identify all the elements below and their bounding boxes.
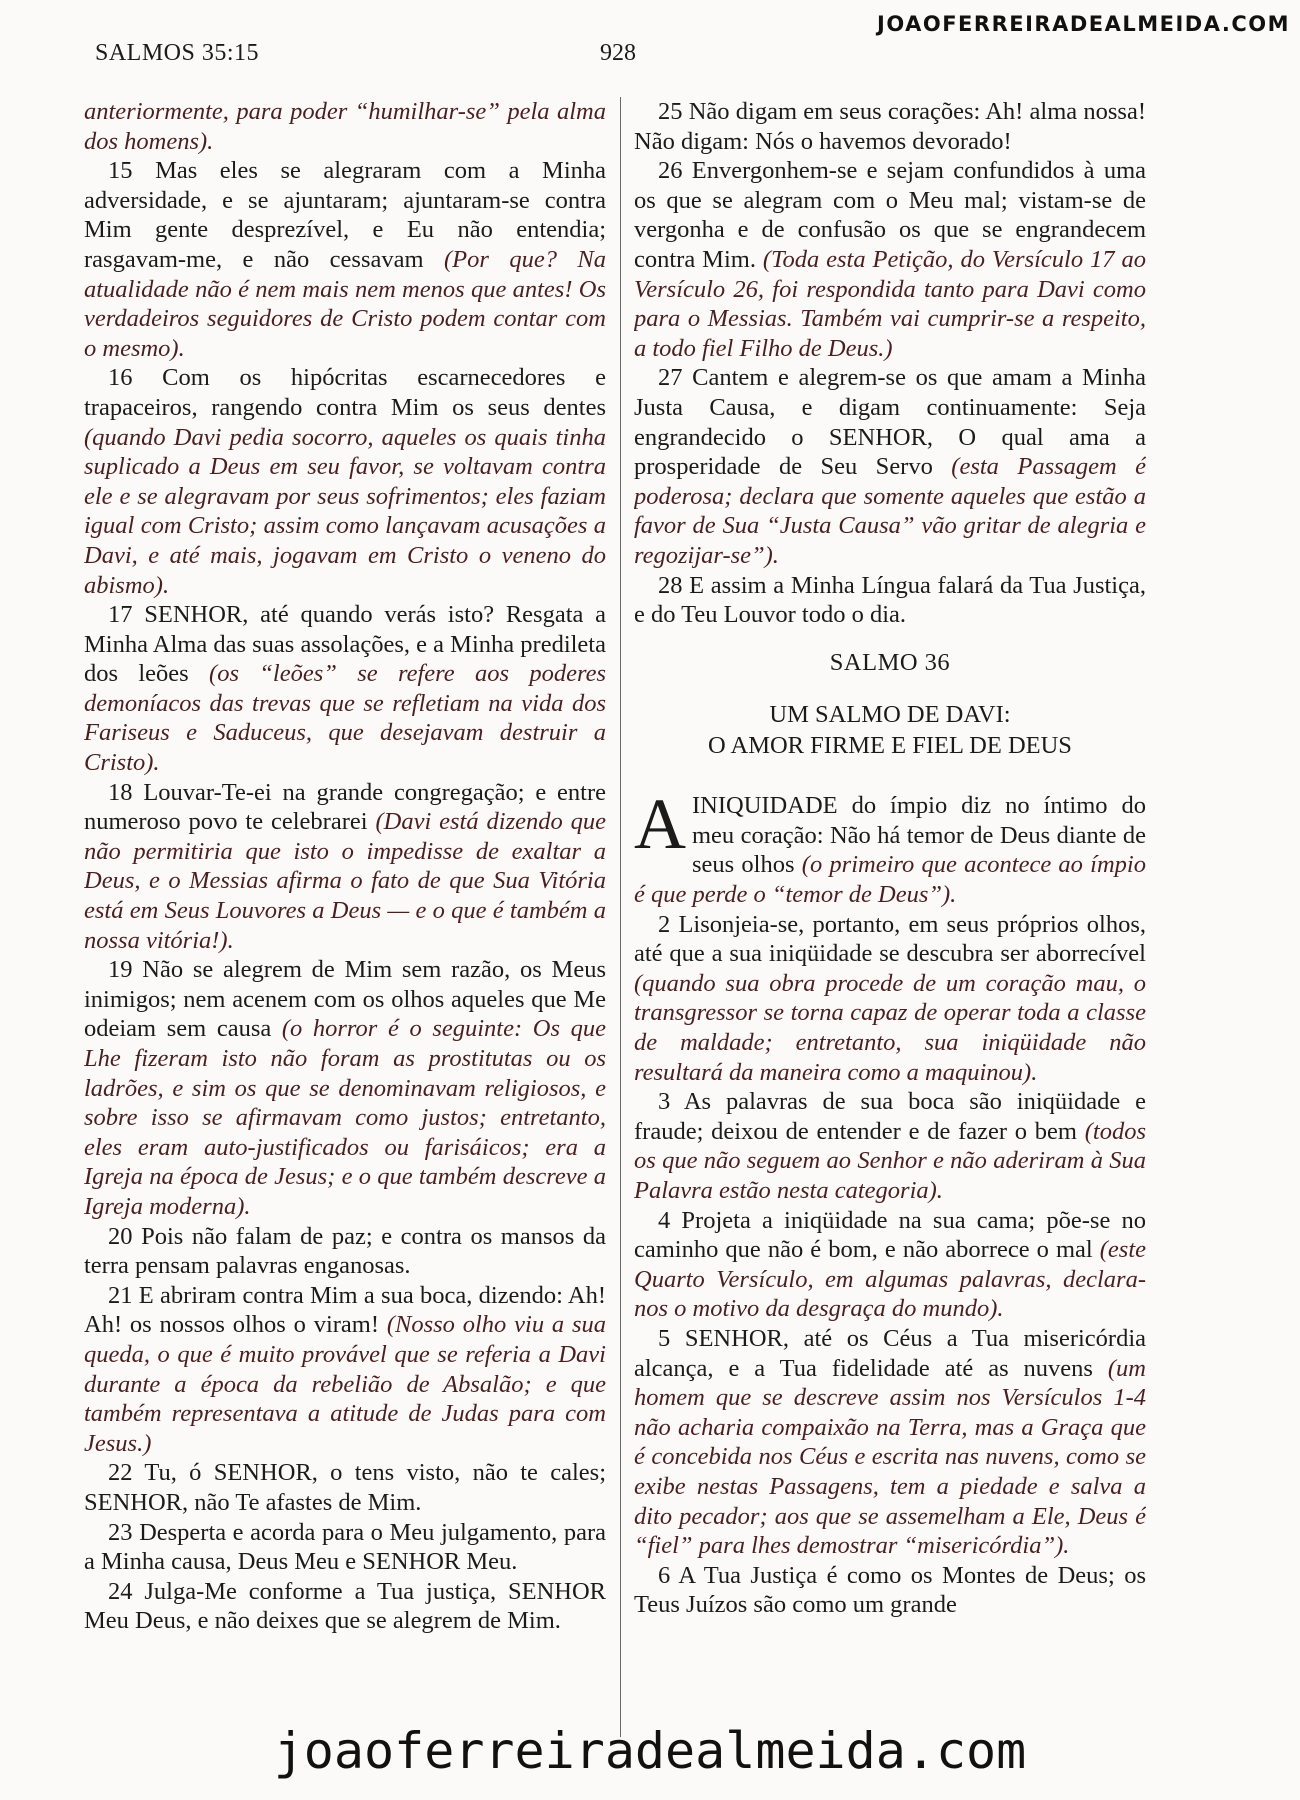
verse-number: 5 — [658, 1324, 671, 1352]
psalm-title: SALMO 36 — [829, 648, 951, 676]
verse-text: As palavras de sua boca são iniqüidade e fraude; deixou de entender e de fazer o bem — [634, 1088, 1146, 1145]
left-column — [84, 97, 606, 1737]
verse-3 — [634, 1087, 1146, 1205]
verse-note: (os “leões” se refere aos poderes demoníacos das trevas que se refletiam na vida dos Fariseus e Saduceus, que desejavam destruir a Cristo). — [84, 660, 606, 777]
verse-26 — [634, 156, 1146, 363]
verse-number: 3 — [658, 1088, 671, 1116]
verse-text: Cantem e alegrem-se os que amam a Minha Justa Causa, e digam continuamente: Seja engrandecido o SENHOR, O qual ama a prosperidade de Seu Servo — [634, 364, 1146, 481]
verse-28 — [634, 571, 1146, 630]
page-number: 928 — [600, 40, 636, 66]
verse-25 — [634, 97, 1146, 156]
right-verse-list-bottom — [634, 910, 1146, 1620]
verse-note: (o horror é o seguinte: Os que Lhe fizeram isto não foram as prostitutas ou os ladrões, e sim os que se denominavam religiosos, e sobre isso se afirmavam como justos; entretanto, eles eram auto-justificados ou farisáicos; era a Igreja na época de Jesus; e o que também descreve a Igreja moderna). — [84, 1015, 606, 1220]
verse-number: 2 — [658, 910, 671, 938]
drop-cap: A — [634, 784, 686, 865]
verse-number: 25 — [658, 98, 683, 125]
verse-4 — [634, 1206, 1146, 1324]
verse-number: 18 — [108, 778, 133, 806]
verse-text: Não se alegrem de Mim sem razão, os Meus inimigos; nem acenem com os olhos aqueles que Me odeiam sem causa — [84, 956, 606, 1043]
verse-text: A Tua Justiça é como os Montes de Deus; os Teus Juízos são como um grande — [634, 1561, 1146, 1619]
verse-number: 20 — [108, 1222, 133, 1250]
verse-text: E assim a Minha Língua falará da Tua Justiça, e do Teu Louvor todo o dia. — [634, 571, 1146, 629]
verse-1-note: (o primeiro que acontece ao ímpio é que perde o “temor de Deus”). — [634, 851, 1146, 909]
verse-number: 15 — [108, 157, 133, 185]
verse-number: 22 — [108, 1459, 133, 1487]
verse-text: Envergonhem-se e sejam confundidos à uma os que se alegram com o Meu mal; vistam-se de vergonha e de confusão os que se engrandecem contra Mim. — [634, 157, 1146, 273]
verse-number: 23 — [108, 1518, 133, 1546]
verse-note: (um homem que se descreve assim nos Versículos 1-4 não acharia compaixão na Terra, mas a Graça que é concebida nos Céus e escrita nas nuvens, como se exibe nestas Passagens, tem a piedade e salva a dito pecador; aos que se assemelham a Ele, Deus é “fiel” para lhes demostrar “misericórdia”). — [634, 1354, 1146, 1560]
verse-number: 6 — [658, 1561, 671, 1589]
verse-text: Desperta e acorda para o Meu julgamento, para a Minha causa, Deus Meu e SENHOR Meu. — [84, 1518, 606, 1576]
verse-15 — [84, 156, 606, 363]
verse-23 — [84, 1518, 606, 1577]
verse-20 — [84, 1222, 606, 1281]
verse-note: (quando sua obra procede de um coração mau, o transgressor se torna capaz de operar toda a classe de maldade; entretanto, sua iniqüidade não resultará da maneira como a maquinou). — [634, 969, 1146, 1086]
verse-note: (esta Passagem é poderosa; declara que somente aqueles que estão a favor de Sua “Justa Causa” vão gritar de alegria e regozijar-se”). — [634, 453, 1146, 569]
verse-16 — [84, 363, 606, 600]
verse-27 — [634, 363, 1146, 570]
running-head: SALMOS 35:15 — [95, 40, 260, 66]
verse-number: 28 — [658, 571, 683, 599]
verse-number: 19 — [108, 956, 133, 984]
verse-text: SENHOR, até os Céus a Tua misericórdia alcança, e a Tua fidelidade até as nuvens — [634, 1324, 1146, 1382]
verse-text: Lisonjeia-se, portanto, em seus próprios olhos, até que a sua iniqüidade se descubra ser aborrecível — [634, 910, 1146, 968]
verse-18 — [84, 778, 606, 956]
verse-text: Não digam em seus corações: Ah! alma nossa! Não digam: Nós o havemos devorado! — [634, 98, 1146, 155]
verse-17 — [84, 600, 606, 778]
verse-number: 27 — [658, 364, 683, 392]
verse-text: Com os hipócritas escarnecedores e trapaceiros, rangendo contra Mim os seus dentes — [84, 364, 606, 421]
verse-note: (Davi está dizendo que não permitiria que isto o impedisse de exaltar a Deus, e o Messias afirma o fato de que Sua Vitória está em Seus Louvores a Deus — e o que é também a nossa vitória!). — [84, 808, 606, 954]
verse-text: Mas eles se alegraram com a Minha adversidade, e se ajuntaram; ajuntaram-se contra Mim gente desprezível, e Eu não entendia; rasgavam-me, e não cessavam — [84, 157, 606, 273]
left-verse-list — [84, 156, 606, 1636]
verse-1 — [634, 784, 1146, 909]
psalm-heading — [634, 699, 1146, 761]
page-header — [95, 40, 1155, 74]
verse-number: 16 — [108, 364, 133, 392]
verse-number: 4 — [658, 1206, 671, 1234]
verse-text: Tu, ó SENHOR, o tens visto, não te cales; SENHOR, não Te afastes de Mim. — [84, 1459, 606, 1516]
psalm-heading-line-1: UM SALMO DE DAVI: — [769, 701, 1011, 729]
verse-5 — [634, 1324, 1146, 1561]
right-verse-list-top — [634, 97, 1146, 630]
verse-note: (todos os que não seguem ao Senhor e não aderiram à Sua Palavra estão nesta categoria). — [634, 1117, 1146, 1204]
verse-6 — [634, 1561, 1146, 1620]
verse-text: E abriram contra Mim a sua boca, dizendo: Ah! Ah! os nossos olhos o viram! — [84, 1281, 606, 1339]
right-column — [634, 97, 1146, 1737]
verse-text: SENHOR, até quando verás isto? Resgata a Minha Alma das suas assolações, e a Minha predileta dos leões — [84, 601, 606, 688]
verse-number: 26 — [658, 157, 683, 185]
site-watermark-top: JOAOFERREIRADEALMEIDA.COM — [877, 12, 1290, 36]
verse-number: 17 — [108, 601, 133, 629]
verse-24 — [84, 1577, 606, 1636]
verse-text: Pois não falam de paz; e contra os mansos da terra pensam palavras enganosas. — [84, 1222, 606, 1280]
verse-note: (Por que? Na atualidade não é nem mais nem menos que antes! Os verdadeiros seguidores de Cristo podem contar com o mesmo). — [84, 245, 606, 362]
verse-number: 21 — [108, 1281, 133, 1309]
verse-text: Louvar-Te-ei na grande congregação; e entre numeroso povo te celebrarei — [84, 778, 606, 836]
site-watermark-bottom: joaoferreiradealmeida.com — [273, 1722, 1027, 1780]
continued-note: anteriormente, para poder “humilhar-se” pela alma dos homens). — [84, 98, 606, 155]
verse-2 — [634, 910, 1146, 1088]
verse-note: (Toda esta Petição, do Versículo 17 ao Versículo 26, foi respondida tanto para Davi como para o Messias. Também vai cumprir-se a respeito, a todo fiel Filho de Deus.) — [634, 245, 1146, 362]
verse-22 — [84, 1458, 606, 1517]
verse-note: (quando Davi pedia socorro, aqueles os quais tinha suplicado a Deus em seu favor, se voltavam contra ele e se alegravam por seus sofrimentos; eles faziam igual com Cristo; assim como lançavam acusações a Davi, e até mais, jogavam em Cristo o veneno do abismo). — [84, 423, 606, 599]
verse-21 — [84, 1281, 606, 1459]
verse-text: Projeta a iniqüidade na sua cama; põe-se no caminho que não é bom, e não aborrece o mal — [634, 1206, 1146, 1264]
column-divider — [620, 97, 621, 1737]
verse-text: Julga-Me conforme a Tua justiça, SENHOR Meu Deus, e não deixes que se alegrem de Mim. — [84, 1577, 606, 1635]
verse-1-text: INIQUIDADE do ímpio diz no íntimo do meu coração: Não há temor de Deus diante de seus olhos — [692, 792, 1146, 879]
verse-number: 24 — [108, 1577, 133, 1605]
verse-19 — [84, 955, 606, 1221]
psalm-heading-line-2: O AMOR FIRME E FIEL DE DEUS — [708, 732, 1072, 760]
verse-note: (este Quarto Versículo, em algumas palavras, declara-nos o motivo da desgraça do mundo). — [634, 1236, 1146, 1323]
verse-note: (Nosso olho viu a sua queda, o que é muito provável que se referia a Davi durante a época da rebelião de Absalão; e que também representava a atitude de Judas para com Jesus.) — [84, 1311, 606, 1457]
